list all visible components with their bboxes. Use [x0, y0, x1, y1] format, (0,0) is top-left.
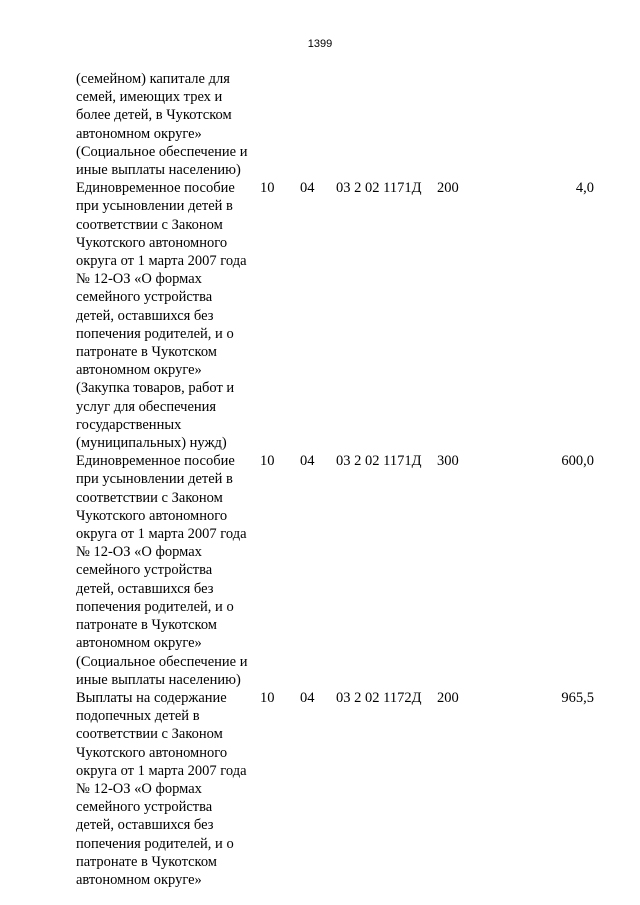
budget-table	[0, 70, 640, 889]
row-section-code: 10	[260, 453, 275, 470]
row-subsection-code: 04	[300, 180, 315, 197]
row-subsection-code: 04	[300, 453, 315, 470]
row-expense-type: 300	[437, 453, 459, 470]
row-name: Единовременное пособие при усыновлении детей в соответствии с Законом Чукотского автономного округа от 1 марта 2007 года № 12-ОЗ «О формах семейного устройства детей, оставшихся без попечения родителей, и о патронате в Чукотском автономном округе» (Закупка товаров, работ и услуг для обеспечения государственных (муниципальных) нужд)	[76, 180, 247, 452]
row-target-article: 03 2 02 1172Д	[336, 689, 422, 706]
row-amount: 600,0	[561, 453, 594, 470]
table-row	[0, 689, 640, 889]
table-row	[0, 179, 640, 452]
row-section-code: 10	[260, 180, 275, 197]
row-expense-type: 200	[437, 689, 459, 706]
row-subsection-code: 04	[300, 689, 315, 706]
page-number: 1399	[307, 38, 333, 50]
row-amount: 4,0	[575, 180, 594, 197]
row-expense-type: 200	[437, 180, 459, 197]
row-section-code: 10	[260, 689, 275, 706]
table-row	[0, 452, 640, 689]
row-name: Единовременное пособие при усыновлении детей в соответствии с Законом Чукотского автономного округа от 1 марта 2007 года № 12-ОЗ «О формах семейного устройства детей, оставшихся без попечения родителей, и о патронате в Чукотском автономном округе» (Социальное обеспечение и иные выплаты населению)	[76, 453, 248, 688]
row-target-article: 03 2 02 1171Д	[336, 453, 422, 470]
row-target-article: 03 2 02 1171Д	[336, 180, 422, 197]
row-name: (семейном) капитале для семей, имеющих трех и более детей, в Чукотском автономном округе» (Социальное обеспечение и иные выплаты населению)	[76, 71, 248, 179]
row-amount: 965,5	[561, 689, 594, 706]
table-row	[0, 70, 640, 179]
row-name: Выплаты на содержание подопечных детей в соответствии с Законом Чукотского автономного округа от 1 марта 2007 года № 12-ОЗ «О формах семейного устройства детей, оставшихся без попечения родителей, и о патронате в Чукотском автономном округе»	[76, 689, 247, 888]
